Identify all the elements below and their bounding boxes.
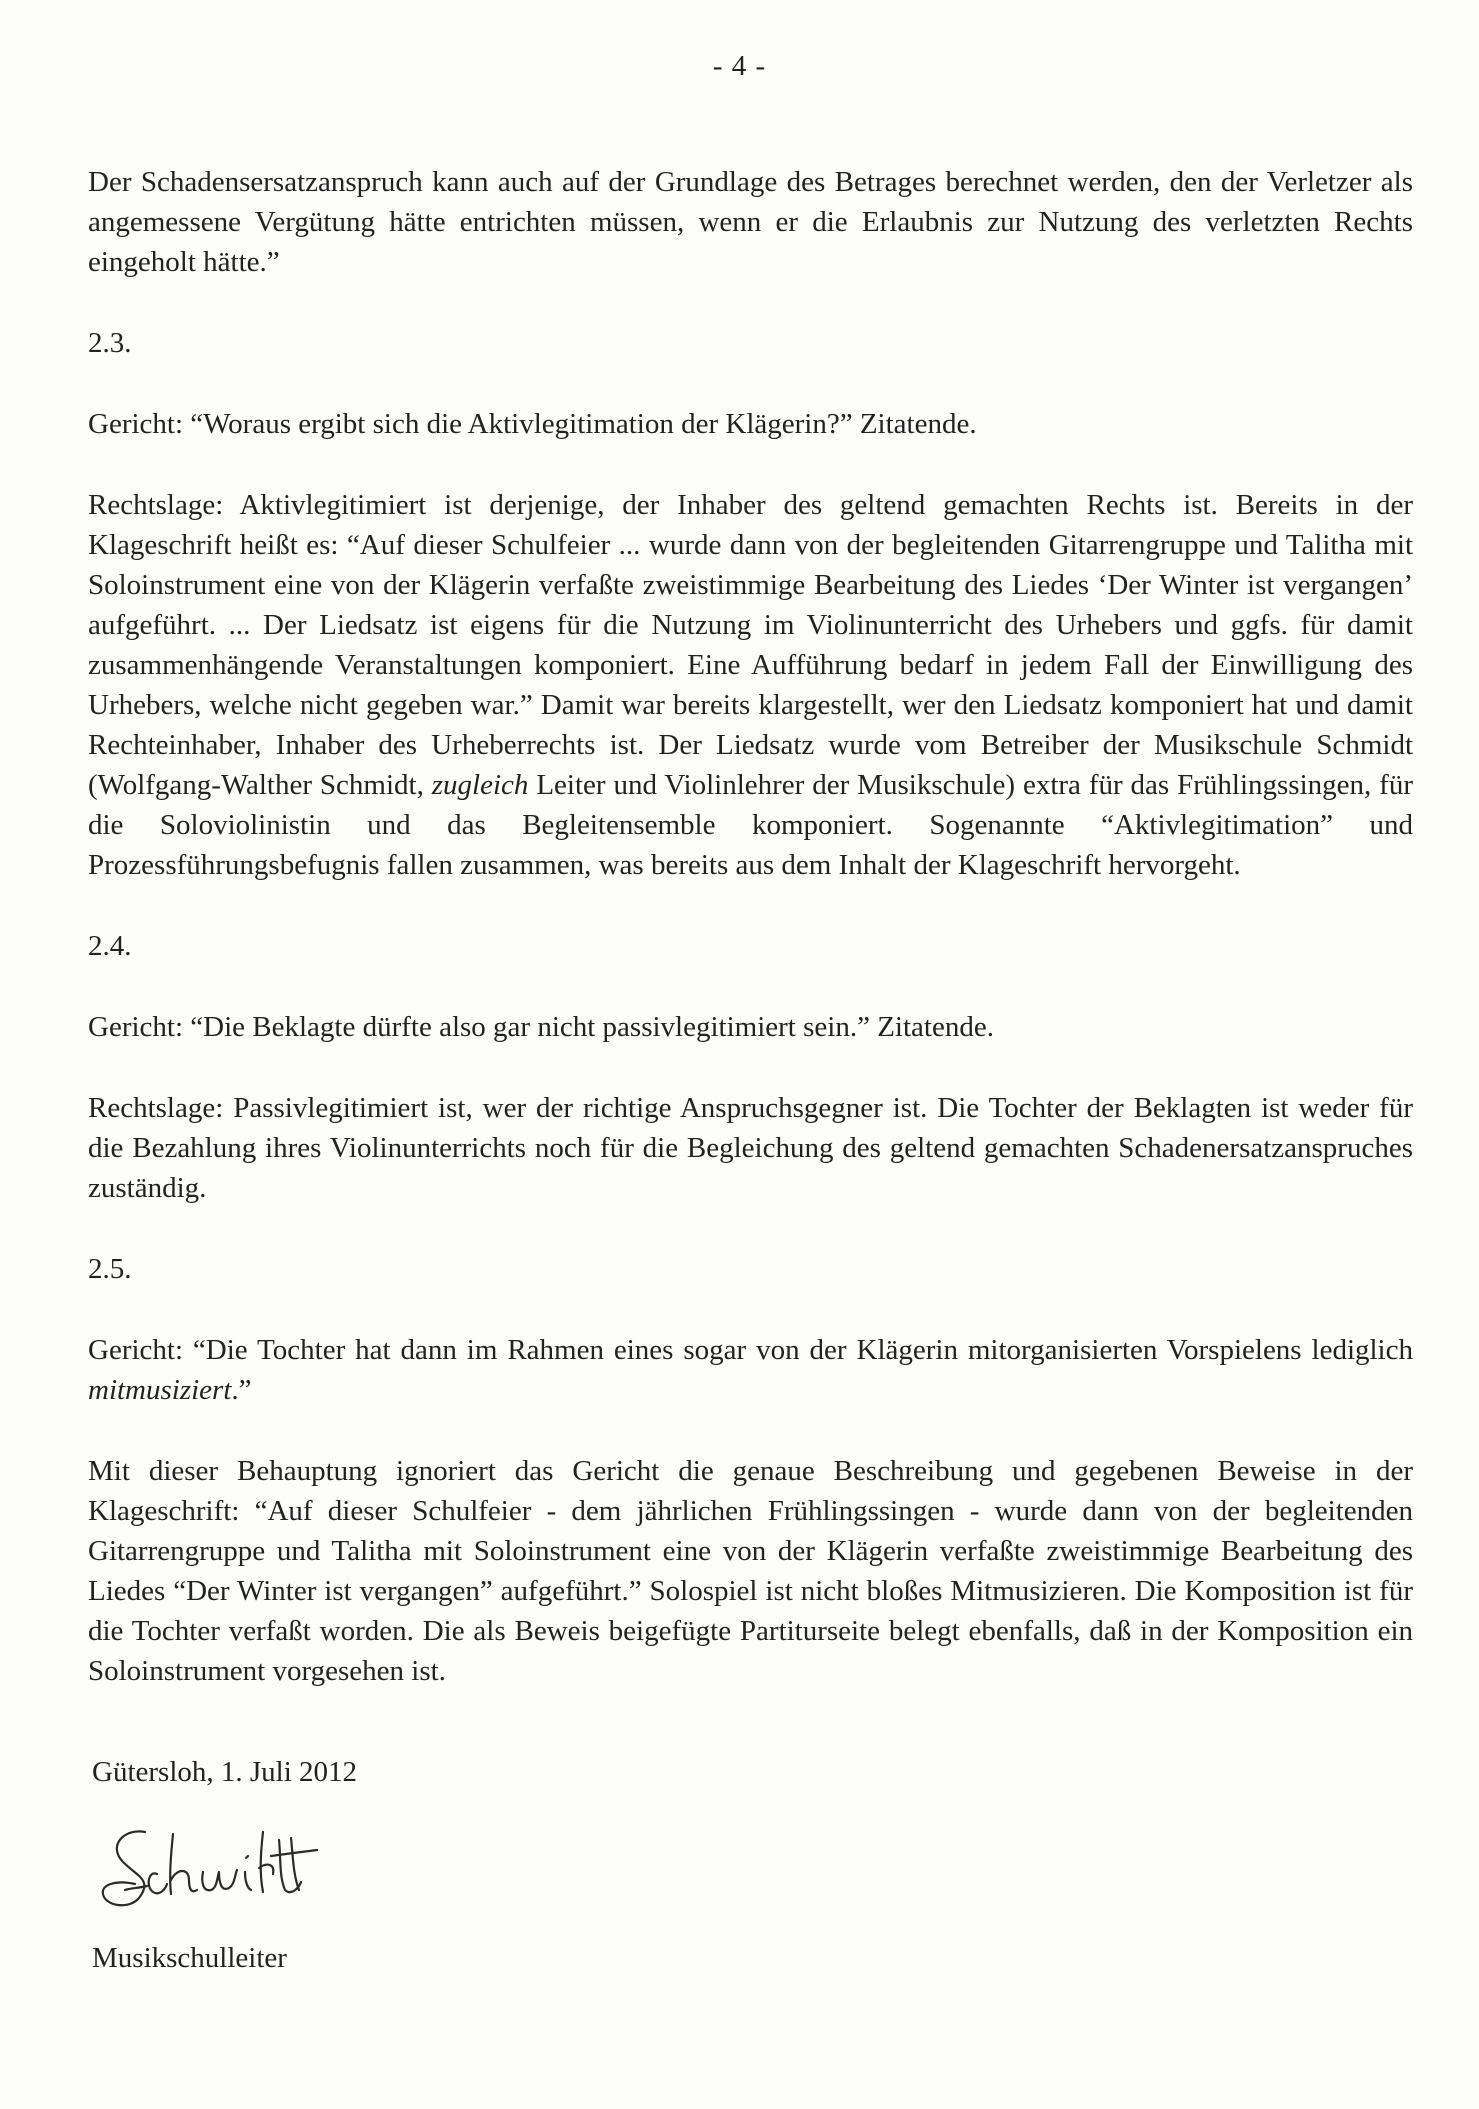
- emphasis-text: mitmusiziert: [88, 1374, 232, 1406]
- section-heading-2-3: 2.3.: [88, 327, 132, 359]
- place-date: Gütersloh, 1. Juli 2012: [92, 1756, 358, 1788]
- handwritten-signature: [95, 1810, 335, 1920]
- text-segment: Gericht: “Die Tochter hat dann im Rahmen eines sogar von der Klägerin mitorganisierten Vorspielens lediglich: [88, 1334, 1413, 1366]
- paragraph-court-question-aktivlegitimation: Gericht: “Woraus ergibt sich die Aktivlegitimation der Klägerin?” Zitatende.: [88, 408, 977, 440]
- section-heading-2-4: 2.4.: [88, 930, 132, 962]
- paragraph-damages: Der Schadensersatzanspruch kann auch auf der Grundlage des Betrages berechnet werden, den der Verletzer als angemessene Vergütung hätte entrichten müssen, wenn er die Erlaubnis zur Nutzung des verletzten Rechts eingeholt hätte.”: [88, 166, 1413, 278]
- signature-drawing: [95, 1810, 335, 1920]
- text-segment: Rechtslage: Aktivlegitimiert ist derjenige, der Inhaber des geltend gemachten Rechts ist. Bereits in der Klageschrift heißt es: “Auf dieser Schulfeier ... wurde dann von der begleitenden Gitarrengruppe und Talitha mit Soloinstrument eine von der Klägerin verfaßte zweistimmige Bearbeitung des Liedes ‘Der Winter ist vergangen’ aufgeführt. ... Der Liedsatz ist eigens für die Nutzung im Violinunterricht des Urhebers und ggfs. für damit zusammenhängende Veranstaltungen komponiert. Eine Aufführung bedarf in jedem Fall der Einwilligung des Urhebers, welche nicht gegeben war.” Damit war bereits klargestellt, wer den Liedsatz komponiert hat und damit Rechteinhaber, Inhaber des Urheberrechts ist. Der Liedsatz wurde vom Betreiber der Musikschule Schmidt (Wolfgang-Walther Schmidt,: [88, 489, 1413, 801]
- page-number: - 4 -: [712, 50, 767, 82]
- text-segment: .”: [231, 1374, 252, 1406]
- paragraph-court-mitmusiziert: [88, 1330, 1413, 1410]
- document-body: [88, 162, 1413, 1732]
- paragraph-legal-position-aktivlegitimation: [88, 485, 1413, 885]
- emphasis-text: zugleich: [431, 769, 529, 801]
- text-segment: Leiter und Violinlehrer der Musikschule) extra für das Frühlingssingen, für die Soloviolinistin und das Begleitensemble komponiert. Sogenannte “Aktivlegitimation” und Prozessführungsbefugnis fallen zusammen, was bereits aus dem Inhalt der Klageschrift hervorgeht.: [88, 769, 1413, 881]
- paragraph-rebuttal: Mit dieser Behauptung ignoriert das Gericht die genaue Beschreibung und gegebenen Beweise in der Klageschrift: “Auf dieser Schulfeier - dem jährlichen Frühlingssingen - wurde dann von der begleitenden Gitarrengruppe und Talitha mit Soloinstrument eine von der Klägerin verfaßte zweistimmige Bearbeitung des Liedes “Der Winter ist vergangen” aufgeführt.” Solospiel ist nicht bloßes Mitmusizieren. Die Komposition ist für die Tochter verfaßt worden. Die als Beweis beigefügte Partiturseite belegt ebenfalls, daß in der Komposition ein Soloinstrument vorgesehen ist.: [88, 1455, 1413, 1687]
- signatory-role: Musikschulleiter: [92, 1942, 287, 1974]
- section-heading-2-5: 2.5.: [88, 1253, 132, 1285]
- paragraph-court-passivlegitimation: Gericht: “Die Beklagte dürfte also gar nicht passivlegitimiert sein.” Zitatende.: [88, 1011, 994, 1043]
- paragraph-legal-position-passivlegitimation: Rechtslage: Passivlegitimiert ist, wer der richtige Anspruchsgegner ist. Die Tochter der Beklagten ist weder für die Bezahlung ihres Violinunterrichts noch für die Begleichung des geltend gemachten Schadenersatzanspruches zuständig.: [88, 1092, 1413, 1204]
